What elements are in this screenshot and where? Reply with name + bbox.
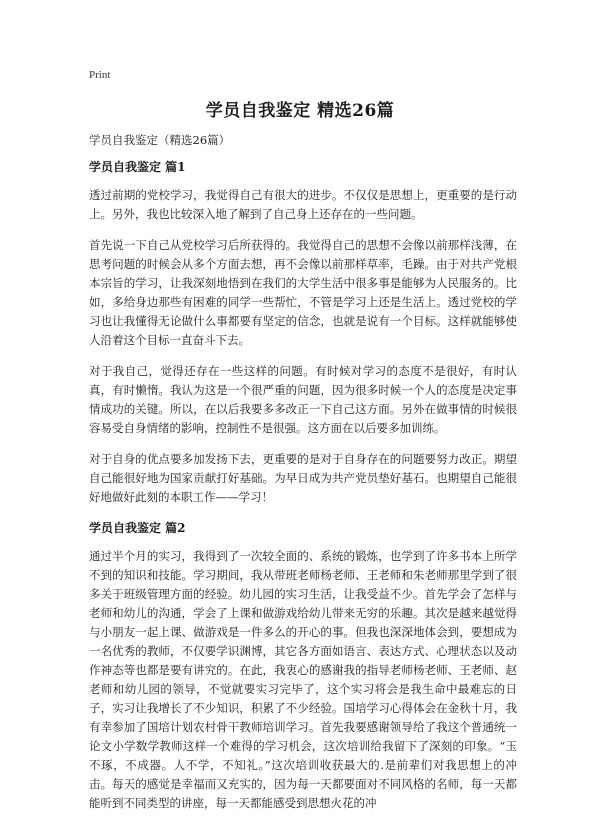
paragraph: 首先说一下自己从党校学习后所获得的。我觉得自己的思想不会像以前那样浅薄，在思考问题的时候会从多个方面去想，再不会像以前那样草率，毛躁。由于对共产党根本宗旨的学习，让我深刻地悟到在我们的大学生活中很多事是能够为人民服务的。比如，多给身边那些有困难的同学一些帮忙，不管是学习上还是生活上。透过党校的学习也让我懂得无论做什么事都要有坚定的信念，也就是说有一个目标。这样就能够使人沿着这个目标一直奋斗下去。 <box>89 238 517 347</box>
paragraph: 通过半个月的实习，我得到了一次较全面的、系统的锻炼，也学到了许多书本上所学不到的知识和技能。学习期间，我从带班老师杨老师、王老师和朱老师那里学到了很多关于班级管理方面的经验。幼儿园的实习生活，让我受益不少。首先学会了怎样与老师和幼儿的沟通，学会了上课和做游戏给幼儿带来无穷的乐趣。其次是越来越觉得与小朋友一起上课、做游戏是一件多么的开心的事。但我也深深地体会到，要想成为一名优秀的教师，不仅要学识渊博，其它各方面如语言、表达方式、心理状态以及动作神态等也都是要有讲究的。在此，我衷心的感谢我的指导老师杨老师、王老师、赵老师和幼儿园的领导，不觉就要实习完毕了，这个实习将会是我生命中最难忘的日子，实习让我增长了不少知识，积累了不少经验。国培学习心得体会在金秋十月，我有幸参加了国培计划农村骨干教师培训学习。首先我要感谢领导给了我这个普通统一论文小学数学教师这样一个难得的学习机会，这次培训给我留下了深刻的印象。“玉不琢，不成器。人不学，不知礼。”这次培训收获最大的.是前辈们对我思想上的冲击。每天的感觉是幸福而又充实的，因为每一天都要面对不同风格的名师，每一天都能听到不同类型的讲座，每一天都能感受到思想火花的冲 <box>89 549 517 810</box>
section-2 <box>89 519 517 813</box>
page-title: 学员自我鉴定 精选26篇 <box>205 101 395 121</box>
section-1 <box>89 158 517 507</box>
paragraph: 透过前期的党校学习，我觉得自己有很大的进步。不仅仅是思想上，更重要的是行动上。另外，我也比较深入地了解到了自己身上还存在的一些问题。 <box>89 188 517 221</box>
paragraph: 对于我自己，觉得还存在一些这样的问题。有时候对学习的态度不是很好，有时认真，有时懒惰。我认为这是一个很严重的问题，因为很多时候一个人的态度是决定事情成功的关键。所以，在以后我要多多改正一下自己这方面。另外在做事情的时候很容易受自身情绪的影响，控制性不是很强。这方面在以后要多加训练。 <box>89 364 517 435</box>
section-heading: 学员自我鉴定 篇1 <box>89 160 186 174</box>
document-subtitle: 学员自我鉴定（精选26篇） <box>89 133 231 147</box>
print-label: Print <box>89 69 111 81</box>
document-body <box>89 131 517 825</box>
section-heading: 学员自我鉴定 篇2 <box>89 521 186 535</box>
paragraph: 对于自身的优点要多加发扬下去，更重要的是对于自身存在的问题要努力改正。期望自己能很好地为国家贡献打好基础。为早日成为共产党员垫好基石。也期望自己能很好地做好此刻的本职工作——学习！ <box>89 452 517 504</box>
